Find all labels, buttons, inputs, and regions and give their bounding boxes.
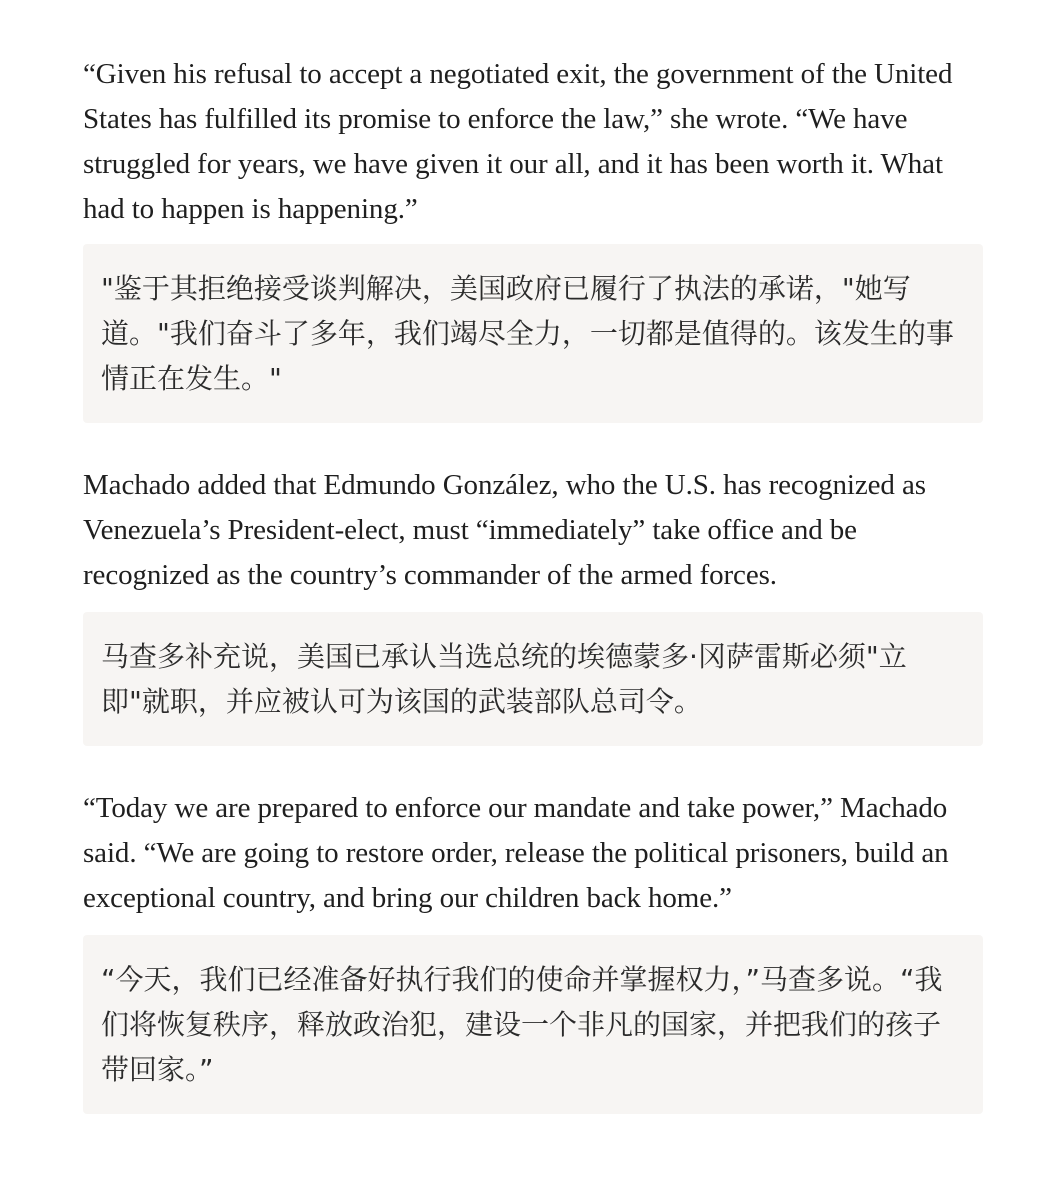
translation-block-1 [83,52,983,423]
english-paragraph: “Today we are prepared to enforce our mandate and take power,” Machado said. “We are going to restore order, release the political prisoners, build an exceptional country, and bring our children back home.” [83,792,949,914]
english-paragraph: “Given his refusal to accept a negotiated exit, the government of the United States has fulfilled its promise to enforce the law,” she wrote. “We have struggled for years, we have given it our all, and it has been worth it. What had to happen is happening.” [83,58,953,225]
chinese-translation-box [83,612,983,746]
chinese-translation-box [83,935,983,1114]
chinese-paragraph: “今天，我们已经准备好执行我们的使命并掌握权力，”马查多说。“我们将恢复秩序，释放政治犯，建设一个非凡的国家，并把我们的孩子带回家。” [101,963,943,1086]
article-body [83,52,983,1154]
english-paragraph: Machado added that Edmundo González, who the U.S. has recognized as Venezuela’s President-elect, must “immediately” take office and be recognized as the country’s commander of the armed forces. [83,469,926,591]
translation-block-2 [83,463,983,746]
chinese-paragraph: "鉴于其拒绝接受谈判解决，美国政府已履行了执法的承诺，"她写道。"我们奋斗了多年，我们竭尽全力，一切都是值得的。该发生的事情正在发生。" [101,272,954,395]
chinese-paragraph: 马查多补充说，美国已承认当选总统的埃德蒙多·冈萨雷斯必须"立即"就职，并应被认可为该国的武装部队总司令。 [101,640,907,718]
translation-block-3 [83,786,983,1114]
chinese-translation-box [83,244,983,423]
